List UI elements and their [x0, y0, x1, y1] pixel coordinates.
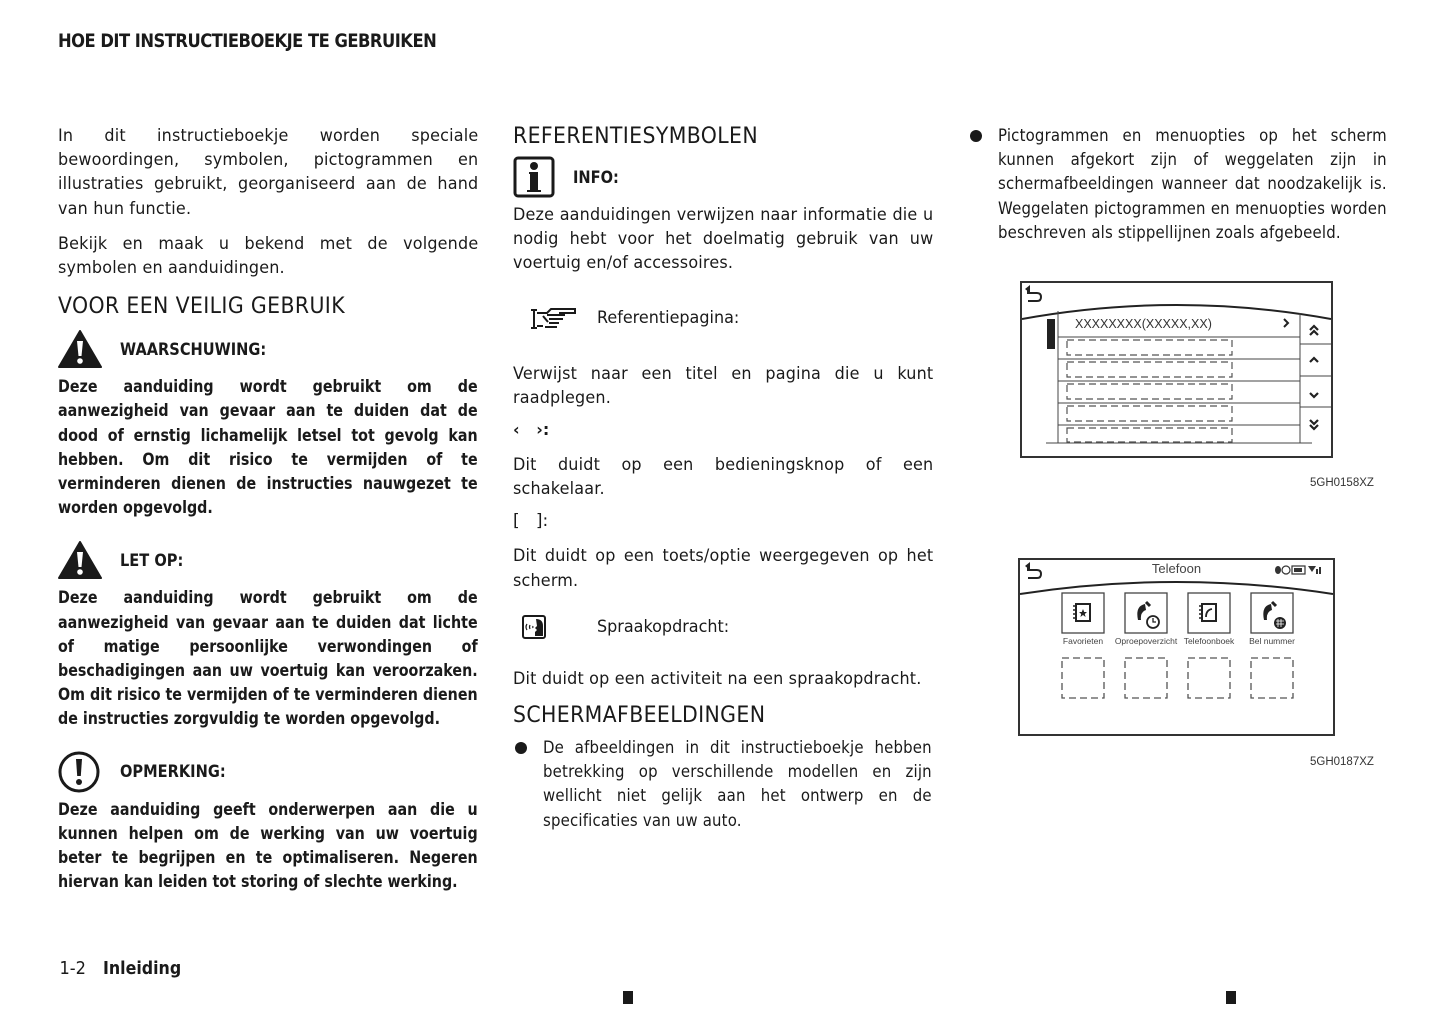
- list-screen-illustration: [1022, 283, 1331, 456]
- reference-label: Referentiepagina:: [597, 307, 740, 328]
- print-marker: [1226, 991, 1236, 1004]
- voice-command-icon: [521, 614, 547, 640]
- scroll-buttons-icons: [1310, 326, 1318, 429]
- info-text: Deze aanduidingen verwijzen naar informatie die u nodig hebt voor het doelmatig gebruik van uw voertuig en/of accessoires.: [513, 205, 934, 274]
- caution-label: LET OP:: [120, 550, 184, 570]
- pointing-hand-icon: [529, 304, 579, 332]
- caution-header: [58, 538, 478, 582]
- phone-screen-illustration: [1020, 560, 1333, 734]
- figure-2-code: 5GH0187XZ: [1310, 756, 1374, 768]
- screen-images-bullet: [513, 736, 933, 833]
- control-text: Dit duidt op een bedieningsknop of een schakelaar.: [513, 455, 934, 500]
- figure-list-screen: [1020, 281, 1333, 458]
- tile-label-favorieten: Favorieten: [1062, 636, 1104, 646]
- info-box-icon: [513, 156, 555, 198]
- voice-header: [513, 605, 933, 649]
- svg-text:XXXXXXXX(XXXXX,XX): XXXXXXXX(XXXXX,XX): [1075, 317, 1212, 331]
- warning-header: [58, 327, 478, 371]
- column-2: [513, 124, 933, 833]
- screen-key-text: Dit duidt op een toets/optie weergegeven op het scherm.: [513, 546, 934, 591]
- caution-text: Deze aanduiding wordt gebruikt om de aanwezigheid van gevaar aan te duiden dat lichte of matige persoonlijke verwondingen of beschadigingen aan uw voertuig kan veroorzaken. Om dit risico te vermijden of te verminderen dienen de instructies zorgvuldig te worden opgevolgd.: [58, 588, 478, 729]
- screen-images-bullet-text: De afbeeldingen in dit instructieboekje hebben betrekking op verschillende modellen en zijn wellicht niet gelijk aan het ontwerp en de specificaties van uw auto.: [543, 738, 932, 830]
- bullet-icon: [970, 130, 982, 142]
- exclamation-circle-icon: [58, 751, 102, 793]
- section-title-screen-images: SCHERMAFBEELDINGEN: [513, 703, 766, 729]
- bullet-icon: [515, 742, 527, 754]
- warning-triangle-icon: [58, 540, 102, 580]
- tile-label-bel-nummer: Bel nummer: [1249, 636, 1295, 646]
- info-label: INFO:: [573, 167, 619, 187]
- column-3: [968, 124, 1388, 245]
- control-symbol-label: ‹ ›:: [513, 420, 550, 440]
- pictograms-bullet-text: Pictogrammen en menuopties op het scherm kunnen afgekort zijn of weggelaten zijn in schermafbeeldingen wanneer dat noodzakelijk is. Weggelaten pictogrammen en menuopties worden beschreven als stippellijnen zoals afgebeeld.: [998, 126, 1387, 242]
- info-header: [513, 155, 933, 199]
- print-marker: [623, 991, 633, 1004]
- column-1: [58, 124, 478, 894]
- reference-header: [513, 296, 933, 340]
- screen-key-symbol-label: [ ]:: [513, 511, 549, 532]
- intro-paragraph-1: In dit instructieboekje worden speciale bewoordingen, symbolen, pictogrammen en illustraties gebruikt, georganiseerd aan de hand van hun functie.: [58, 126, 479, 219]
- reference-text: Verwijst naar een titel en pagina die u kunt raadplegen.: [513, 363, 934, 408]
- tile-label-oproepoverzicht: Oproepoverzicht: [1114, 636, 1178, 646]
- back-arrow-icon: [1025, 285, 1041, 301]
- pictograms-bullet: [968, 124, 1388, 245]
- figure-1-code: 5GH0158XZ: [1310, 477, 1374, 489]
- voice-label: Spraakopdracht:: [597, 616, 730, 637]
- call-history-icon: [1137, 602, 1159, 628]
- section-title-reference-symbols: REFERENTIESYMBOLEN: [513, 124, 758, 149]
- tile-label-telefoonboek: Telefoonboek: [1183, 636, 1235, 646]
- page-footer: [58, 958, 192, 979]
- phonebook-icon: [1199, 604, 1216, 621]
- warning-label: WAARSCHUWING:: [120, 339, 267, 359]
- dial-number-icon: [1263, 602, 1286, 629]
- chapter-name: Inleiding: [103, 958, 182, 979]
- figure-phone-screen: [1018, 558, 1335, 736]
- page-number: 1-2: [59, 958, 86, 979]
- note-header: [58, 750, 478, 794]
- voice-text: Dit duidt op een activiteit na een spraakopdracht.: [513, 668, 922, 689]
- intro-paragraph-2: Bekijk en maak u bekend met de volgende symbolen en aanduidingen.: [58, 233, 479, 279]
- section-title-safe-use: VOOR EEN VEILIG GEBRUIK: [58, 294, 346, 320]
- note-text: Deze aanduiding geeft onderwerpen aan die u kunnen helpen om de werking van uw voertuig beter te begrijpen en te optimaliseren. Negeren hiervan kan leiden tot storing of slechte werking.: [58, 799, 478, 892]
- favorites-book-icon: [1073, 604, 1090, 621]
- warning-text: Deze aanduiding wordt gebruikt om de aanwezigheid van gevaar aan te duiden dat de dood of ernstig lichamelijk letsel tot gevolg kan hebben. Om dit risico te vermijden of te verminderen dienen de instructies nauwgezet te worden opgevolgd.: [58, 377, 478, 518]
- note-label: OPMERKING:: [120, 762, 226, 782]
- page-header-title: HOE DIT INSTRUCTIEBOEKJE TE GEBRUIKEN: [58, 30, 437, 52]
- phone-screen-title: Telefoon: [1151, 561, 1202, 576]
- warning-triangle-icon: [58, 329, 102, 369]
